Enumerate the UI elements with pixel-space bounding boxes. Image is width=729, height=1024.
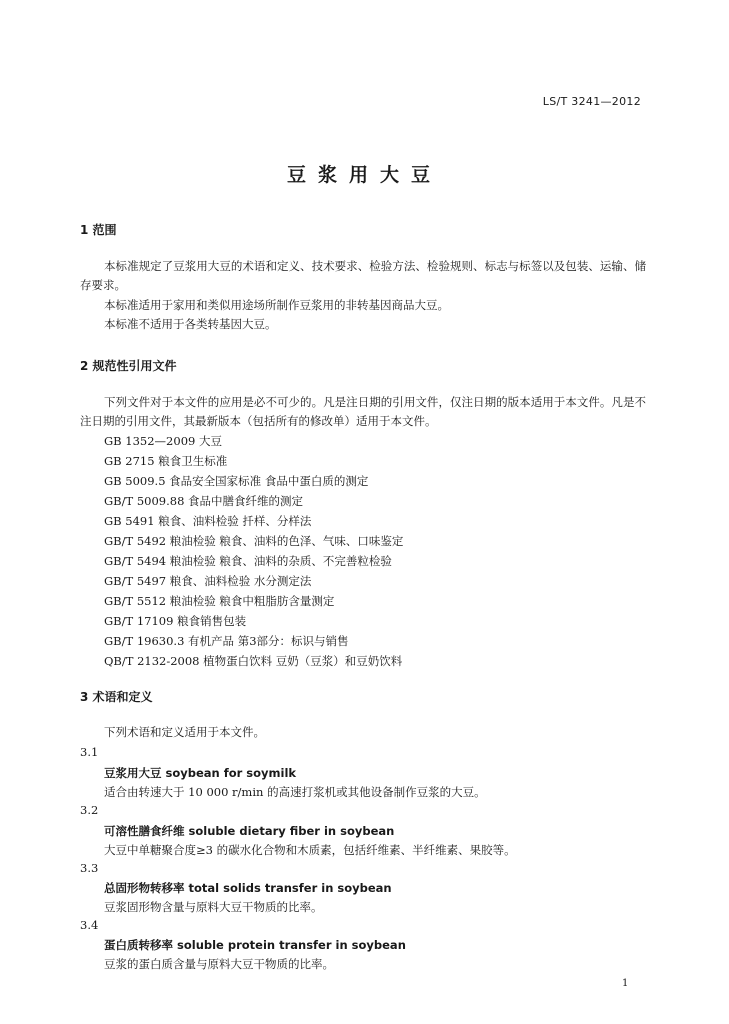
reference-item: QB/T 2132-2008 植物蛋白饮料 豆奶（豆浆）和豆奶饮料 [104, 654, 403, 668]
page-number: 1 [622, 978, 629, 989]
term-number: 3.1 [80, 745, 99, 759]
section-1-para-1: 本标准规定了豆浆用大豆的术语和定义、技术要求、检验方法、检验规则、标志与标签以及包装、运输、储存要求。 [80, 259, 646, 292]
reference-item: GB 2715 粮食卫生标准 [104, 454, 228, 468]
reference-item: GB/T 5512 粮油检验 粮食中粗脂肪含量测定 [104, 594, 335, 608]
term-heading: 蛋白质转移率 soluble protein transfer in soybean [104, 938, 406, 952]
term-heading: 总固形物转移率 total solids transfer in soybean [104, 881, 392, 895]
term-heading: 豆浆用大豆 soybean for soymilk [104, 766, 297, 780]
term-definition: 豆浆的蛋白质含量与原料大豆干物质的比率。 [104, 957, 334, 971]
section-1-heading: 1 范围 [80, 223, 117, 237]
reference-item: GB/T 5497 粮食、油料检验 水分测定法 [104, 574, 312, 588]
term-number: 3.4 [80, 918, 99, 932]
reference-item: GB/T 17109 粮食销售包装 [104, 614, 247, 628]
reference-item: GB/T 19630.3 有机产品 第3部分：标识与销售 [104, 634, 349, 648]
section-3-intro: 下列术语和定义适用于本文件。 [104, 725, 265, 739]
term-definition: 适合由转速大于 10 000 r/min 的高速打浆机或其他设备制作豆浆的大豆。 [104, 785, 486, 799]
term-number: 3.2 [80, 803, 99, 817]
reference-item: GB 1352—2009 大豆 [104, 434, 222, 448]
reference-item: GB 5009.5 食品安全国家标准 食品中蛋白质的测定 [104, 474, 369, 488]
term-number: 3.3 [80, 861, 99, 875]
reference-item: GB/T 5492 粮油检验 粮食、油料的色泽、气味、口味鉴定 [104, 534, 404, 548]
section-2-heading: 2 规范性引用文件 [80, 359, 177, 373]
term-definition: 豆浆固形物含量与原料大豆干物质的比率。 [104, 900, 323, 914]
section-3-heading: 3 术语和定义 [80, 690, 153, 704]
document-title: 豆浆用大豆 [286, 164, 442, 186]
reference-item: GB/T 5009.88 食品中膳食纤维的测定 [104, 494, 304, 508]
section-2-intro: 下列文件对于本文件的应用是必不可少的。凡是注日期的引用文件，仅注日期的版本适用于本文件。凡是不注日期的引用文件，其最新版本（包括所有的修改单）适用于本文件。 [80, 395, 646, 428]
section-1-para-2: 本标准适用于家用和类似用途场所制作豆浆用的非转基因商品大豆。 [104, 298, 449, 312]
reference-item: GB 5491 粮食、油料检验 扦样、分样法 [104, 514, 312, 528]
section-1-para-3: 本标准不适用于各类转基因大豆。 [104, 317, 277, 331]
standard-code: LS/T 3241—2012 [542, 95, 641, 108]
reference-item: GB/T 5494 粮油检验 粮食、油料的杂质、不完善粒检验 [104, 554, 392, 568]
term-definition: 大豆中单糖聚合度≥3 的碳水化合物和木质素，包括纤维素、半纤维素、果胶等。 [104, 843, 516, 857]
term-heading: 可溶性膳食纤维 soluble dietary fiber in soybean [104, 824, 395, 838]
